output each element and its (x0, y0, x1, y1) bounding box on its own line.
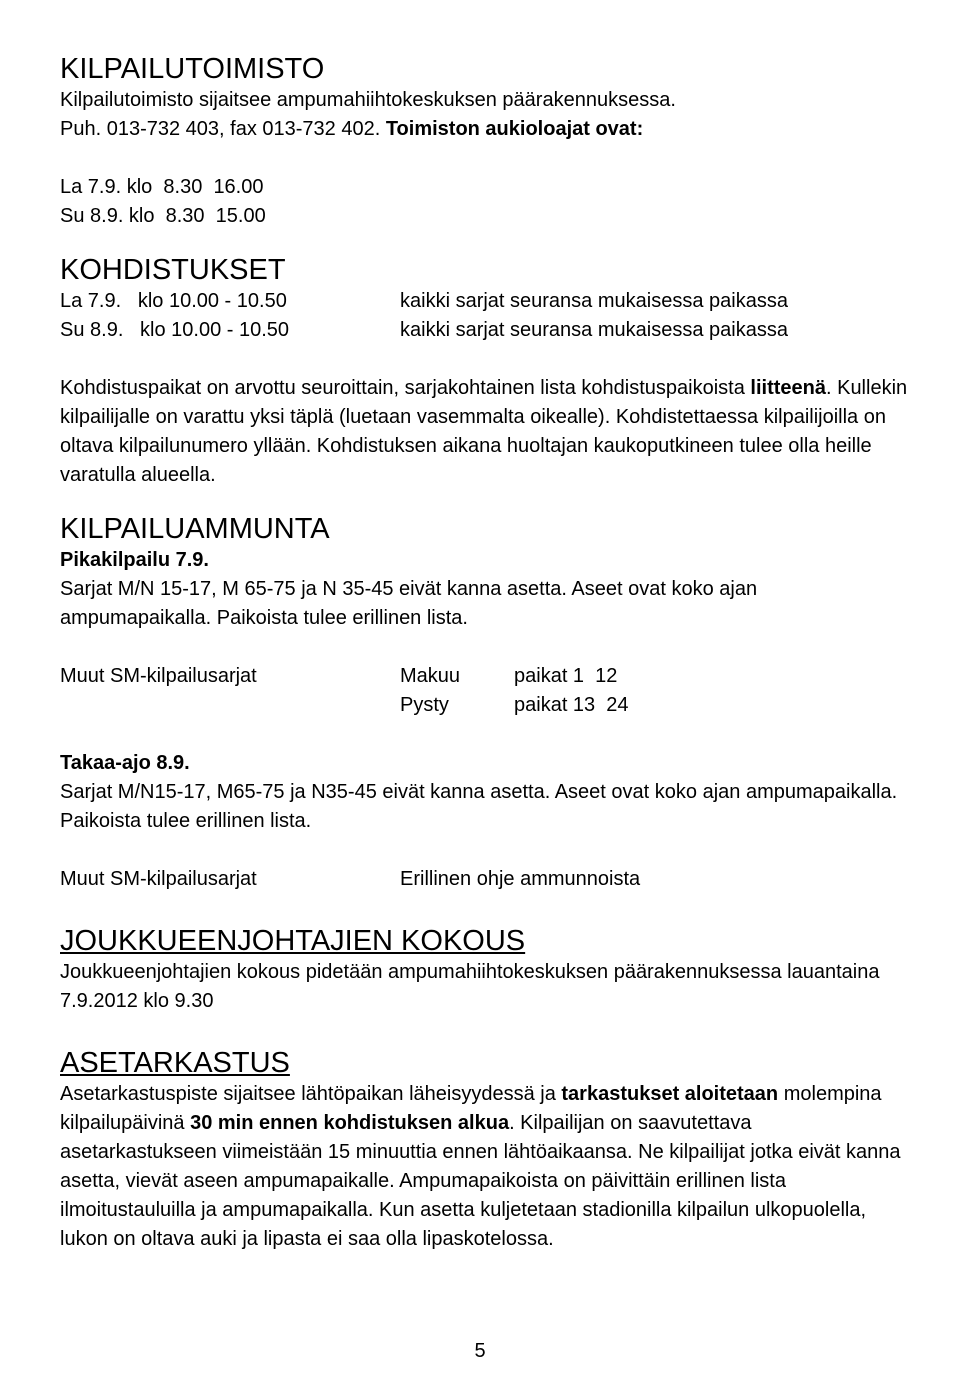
page-number: 5 (474, 1340, 486, 1362)
zeroing-appendix: liitteenä (750, 377, 826, 399)
inspection-bold-1: tarkastukset aloitetaan (561, 1083, 779, 1105)
inspection-text-1: Asetarkastuspiste sijaitsee lähtöpaikan läheisyydessä ja (60, 1083, 562, 1105)
other-series-label: Muut SM-kilpailusarjat (60, 868, 257, 890)
spacer (60, 720, 910, 749)
inspection-text-5: . Kilpailijan on saavutettava asetarkastukseen viimeistään 15 minuuttia ennen lähtöaikaansa. Ne kilpailijat jotka eivät kanna asetta, vievät aseen ampumapaikalle. Ampumapaikoista on päivittäin erillinen lista ilmoitustauluilla ja ampumapaikalla. Kun asetta kuljetetaan stadionilla kilpailun ulkopuolella, lukon on oltava auki ja lipasta ei saa olla lipaskotelossa. (60, 1112, 901, 1250)
office-hours-sun: Su 8.9. klo 8.30 15.00 (60, 205, 266, 227)
heading-kilpailuammunta: KILPAILUAMMUNTA (60, 513, 330, 545)
inspection-paragraph (60, 1080, 910, 1254)
zeroing-paragraph (60, 374, 910, 490)
office-phone-text: Puh. 013-732 403, fax 013-732 402. (60, 118, 386, 140)
zeroing-desc: kaikki sarjat seuransa mukaisessa paikassa (400, 319, 788, 341)
position-places: paikat 13 24 (514, 694, 629, 716)
heading-kilpailutoimisto: KILPAILUTOIMISTO (60, 53, 325, 85)
zeroing-desc: kaikki sarjat seuransa mukaisessa paikassa (400, 290, 788, 312)
office-hours-label: Toimiston aukioloajat ovat: (385, 118, 644, 140)
office-hours-sat: La 7.9. klo 8.30 16.00 (60, 176, 264, 198)
position-places: paikat 1 12 (514, 665, 618, 687)
zeroing-row (60, 316, 910, 345)
other-series-label: Muut SM-kilpailusarjat (60, 665, 257, 687)
meeting-text: Joukkueenjohtajien kokous pidetään ampumahiihtokeskuksen päärakennuksessa lauantaina 7.9.2012 klo 9.30 (60, 961, 880, 1012)
inspection-bold-2: 30 min ennen kohdistuksen alkua (190, 1112, 510, 1134)
sprint-heading: Pikakilpailu 7.9. (60, 549, 209, 571)
spacer (60, 144, 910, 173)
heading-kohdistukset: KOHDISTUKSET (60, 254, 286, 286)
pursuit-text: Sarjat M/N15-17, M65-75 ja N35-45 eivät kanna asetta. Aseet ovat koko ajan ampumapaikalla. Paikoista tulee erillinen lista. (60, 781, 898, 832)
sprint-text: Sarjat M/N 15-17, M 65-75 ja N 35-45 eivät kanna asetta. Aseet ovat koko ajan ampumapaikalla. Paikoista tulee erillinen lista. (60, 578, 758, 629)
position-row (60, 691, 910, 720)
spacer (60, 836, 910, 865)
document-page (60, 52, 910, 1254)
position-name: Makuu (400, 665, 461, 687)
zeroing-time: Su 8.9. klo 10.00 - 10.50 (60, 319, 290, 341)
position-row (60, 662, 910, 691)
spacer (60, 345, 910, 374)
other-series-row (60, 865, 910, 894)
pursuit-heading: Takaa-ajo 8.9. (60, 752, 190, 774)
zeroing-text-c: . Kullekin kilpailijalle on varattu yksi täplä (luetaan vasemmalta oikealle). Kohdistettaessa kilpailijoilla on oltava kilpailunumero yllään. Kohdistuksen aikana huoltajan kaukoputkineen tulee olla heille varatulla alueella. (60, 377, 908, 486)
office-phone (60, 115, 910, 144)
heading-asetarkastus: ASETARKASTUS (60, 1047, 290, 1079)
inspection-text-3: molempina kilpailupäivinä (60, 1083, 882, 1134)
spacer (60, 633, 910, 662)
position-name: Pysty (400, 694, 449, 716)
zeroing-row (60, 287, 910, 316)
zeroing-text-a: Kohdistuspaikat on arvottu seuroittain, sarjakohtainen lista kohdistuspaikoista (60, 377, 751, 399)
heading-joukkue: JOUKKUEENJOHTAJIEN KOKOUS (60, 925, 526, 957)
zeroing-time: La 7.9. klo 10.00 - 10.50 (60, 290, 287, 312)
other-series-value: Erillinen ohje ammunnoista (400, 868, 641, 890)
office-location: Kilpailutoimisto sijaitsee ampumahiihtokeskuksen päärakennuksessa. (60, 89, 676, 111)
